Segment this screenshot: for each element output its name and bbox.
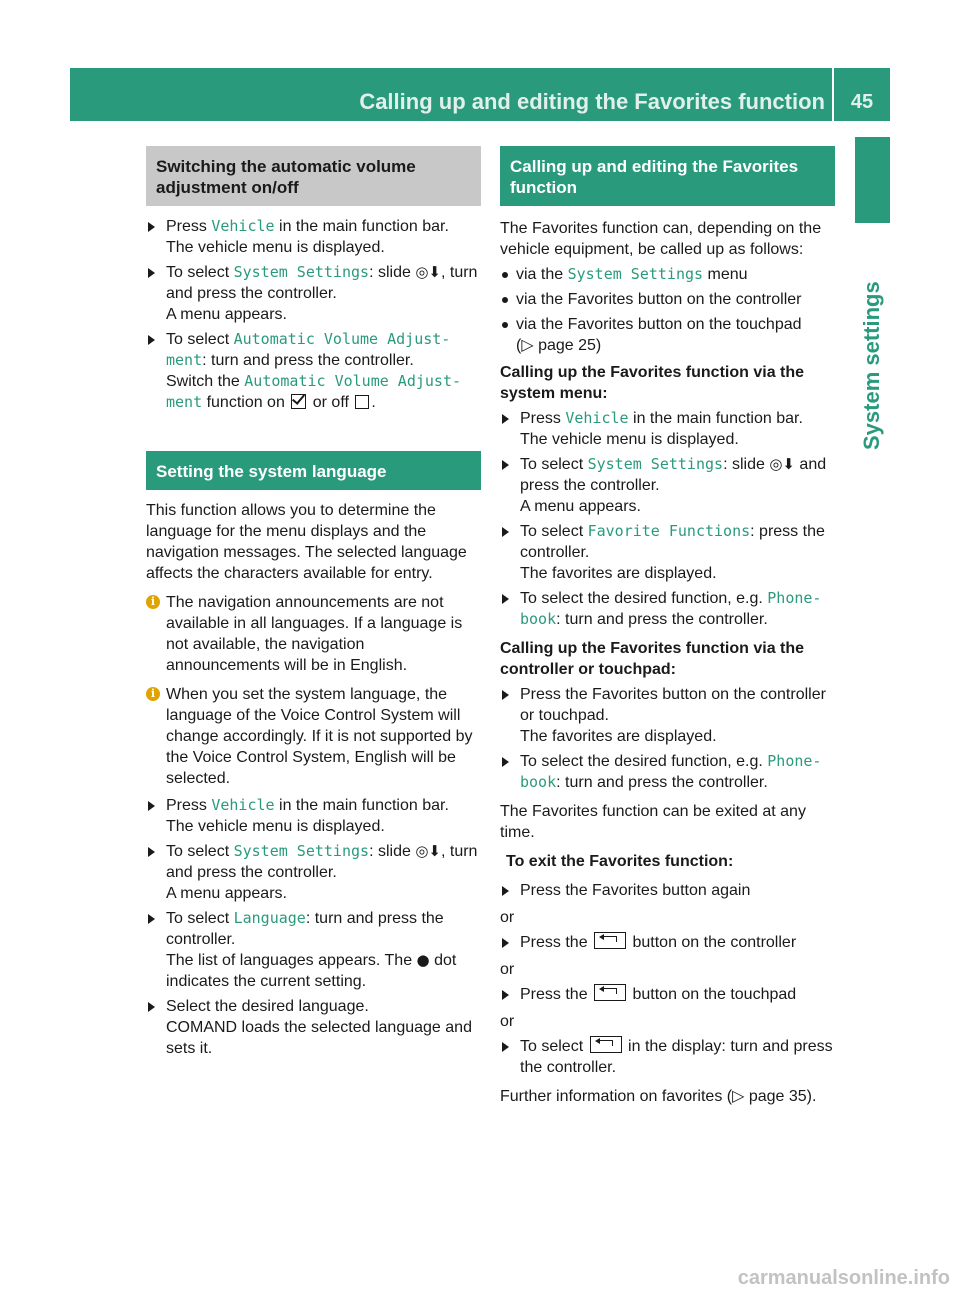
step-result: COMAND loads the selected language and sets it. (166, 1019, 472, 1057)
controller-slide-icon: ◎⬇ (415, 842, 441, 860)
left-column (146, 146, 481, 1059)
bullet-dot-icon (502, 322, 508, 328)
instruction-step (500, 408, 835, 450)
selected-dot-icon: ● (416, 951, 430, 969)
step-arrow-icon (502, 690, 509, 700)
menu-item-automatic-volume: Automatic Volume Adjust‐ment (166, 330, 451, 369)
step-arrow-icon (148, 847, 155, 857)
step-text: To select (520, 456, 588, 473)
section-intro: The Favorites function can, depending on the vehicle equipment, be called up as follows: (500, 220, 822, 258)
step-text: : turn and press the controller. (202, 352, 414, 369)
step-text: To select (166, 910, 234, 927)
step-result: The list of languages appears. The (166, 952, 417, 969)
exit-note: The Favorites function can be exited at any time. (500, 803, 806, 841)
step-text: : press the controller. (520, 523, 825, 561)
step-text: To select (166, 331, 234, 348)
instruction-step (500, 454, 835, 517)
chapter-label-text: System settings (859, 281, 884, 450)
step-result: The vehicle menu is displayed. (520, 431, 739, 448)
step-text: : turn and press the controller. (556, 774, 768, 791)
step-text: in the display: turn and press the controller. (520, 1038, 833, 1076)
instruction-step (146, 908, 481, 992)
step-text: Press the (520, 986, 593, 1003)
info-text: The navigation announcements are not available in all languages. If a language is not available, the navigation announcements will be in English. (166, 594, 463, 674)
section-heading-favorites: Calling up and editing the Favorites function (500, 146, 835, 206)
section-heading-volume: Switching the automatic volume adjustment on/off (146, 146, 481, 206)
step-arrow-icon (148, 801, 155, 811)
step-text: in the main function bar. (274, 797, 449, 814)
list-text: via the Favorites button on the touchpad (516, 316, 802, 333)
step-text: Switch the (166, 373, 245, 390)
instruction-step (500, 751, 835, 793)
subheading: Calling up the Favorites function via the controller or touchpad: (500, 640, 805, 678)
step-arrow-icon (148, 268, 155, 278)
instruction-step (500, 984, 835, 1005)
subheading: Calling up the Favorites function via the system menu: (500, 364, 805, 402)
menu-item-vehicle: Vehicle (565, 409, 629, 427)
controller-slide-icon: ◎⬇ (769, 455, 795, 473)
step-result: The favorites are displayed. (520, 565, 717, 582)
menu-item-phonebook: Phone‐book (520, 589, 822, 628)
step-text: Press the Favorites button on the controller or touchpad. (520, 686, 826, 724)
menu-item-system-settings: System Settings (233, 263, 370, 281)
menu-item-vehicle: Vehicle (211, 796, 275, 814)
step-text: , turn and press the controller. (166, 264, 478, 302)
step-arrow-icon (148, 222, 155, 232)
menu-item-automatic-volume: Automatic Volume Adjust‐ment (166, 372, 462, 411)
chapter-tab (855, 137, 890, 223)
page-header (70, 68, 890, 121)
info-note (146, 684, 481, 789)
back-button-icon (590, 1036, 622, 1053)
step-text: To select (166, 843, 234, 860)
chapter-label (837, 230, 907, 450)
step-arrow-icon (502, 594, 509, 604)
step-text: To select the desired function, e.g. (520, 753, 768, 770)
list-item (500, 264, 835, 285)
step-arrow-icon (502, 527, 509, 537)
right-column (500, 146, 835, 1107)
section-intro: This function allows you to determine the language for the menu displays and the navigation messages. The selected language affects the characters available for entry. (146, 502, 467, 582)
step-text: Press the Favorites button again (520, 882, 751, 899)
step-result: A menu appears. (166, 306, 287, 323)
step-text: button on the touchpad (628, 986, 797, 1003)
step-arrow-icon (502, 414, 509, 424)
further-info: Further information on favorites (▷ page 35). (500, 1088, 817, 1105)
step-text: or off (308, 394, 354, 411)
menu-item-phonebook: Phone‐book (520, 752, 822, 791)
step-text: Press (166, 797, 212, 814)
controller-slide-icon: ◎⬇ (415, 263, 441, 281)
subheading: To exit the Favorites function: (506, 853, 734, 870)
info-icon: i (146, 595, 160, 609)
back-button-icon (594, 984, 626, 1001)
step-arrow-icon (502, 886, 509, 896)
step-result: A menu appears. (166, 885, 287, 902)
step-text: function on (202, 394, 290, 411)
instruction-step (500, 1036, 835, 1078)
instruction-step (146, 216, 481, 258)
step-text: Press the (520, 934, 593, 951)
menu-item-system-settings: System Settings (567, 265, 704, 283)
step-text: To select the desired function, e.g. (520, 590, 768, 607)
step-text: To select (520, 523, 588, 540)
step-text: To select (520, 1038, 588, 1055)
step-arrow-icon (502, 990, 509, 1000)
step-text: . (371, 394, 376, 411)
step-text: : slide (369, 843, 416, 860)
bullet-dot-icon (502, 272, 508, 278)
or-separator: or (500, 1013, 515, 1030)
instruction-step (146, 795, 481, 837)
instruction-step (500, 880, 835, 901)
step-text: Press (166, 218, 212, 235)
step-text: To select (166, 264, 234, 281)
step-arrow-icon (502, 460, 509, 470)
or-separator: or (500, 909, 515, 926)
back-button-icon (594, 932, 626, 949)
list-text: via the Favorites button on the controller (516, 291, 802, 308)
step-arrow-icon (148, 914, 155, 924)
instruction-step (146, 262, 481, 325)
watermark-text: carmanualsonline.info (737, 1267, 950, 1289)
info-note (146, 592, 481, 676)
checkbox-checked-icon (291, 394, 306, 409)
list-text: via the (516, 266, 568, 283)
step-text: button on the controller (628, 934, 797, 951)
step-text: and press the controller. (520, 456, 827, 494)
step-text: , turn and press the controller. (166, 843, 478, 881)
instruction-step (146, 996, 481, 1059)
step-arrow-icon (148, 1002, 155, 1012)
step-result: The vehicle menu is displayed. (166, 239, 385, 256)
checkbox-unchecked-icon (355, 395, 369, 409)
bullet-dot-icon (502, 297, 508, 303)
instruction-step (146, 329, 481, 413)
step-text: in the main function bar. (274, 218, 449, 235)
page-number: 45 (850, 91, 874, 113)
menu-item-favorite-functions: Favorite Functions (587, 522, 751, 540)
step-text: : turn and press the controller. (556, 611, 768, 628)
step-result: dot indicates the current setting. (166, 952, 457, 990)
step-arrow-icon (502, 1042, 509, 1052)
step-text: : slide (723, 456, 770, 473)
list-item (500, 314, 835, 356)
step-text: Select the desired language. (166, 998, 369, 1015)
info-text: When you set the system language, the language of the Voice Control System will change accordingly. If it is not supported by the Voice Control System, English will be selected. (166, 686, 473, 787)
header-title: Calling up and editing the Favorites function (359, 89, 825, 114)
menu-item-system-settings: System Settings (233, 842, 370, 860)
step-text: : slide (369, 264, 416, 281)
step-result: A menu appears. (520, 498, 641, 515)
instruction-step (500, 684, 835, 747)
step-text: in the main function bar. (628, 410, 803, 427)
step-result: The favorites are displayed. (520, 728, 717, 745)
menu-item-vehicle: Vehicle (211, 217, 275, 235)
step-text: : turn and press the controller. (166, 910, 444, 948)
step-arrow-icon (502, 938, 509, 948)
instruction-step (146, 841, 481, 904)
info-icon: i (146, 687, 160, 701)
step-arrow-icon (148, 335, 155, 345)
step-result: The vehicle menu is displayed. (166, 818, 385, 835)
instruction-step (500, 521, 835, 584)
menu-item-system-settings: System Settings (587, 455, 724, 473)
menu-item-language: Language (233, 909, 306, 927)
instruction-step (500, 932, 835, 953)
instruction-step (500, 588, 835, 630)
section-heading-language: Setting the system language (146, 451, 481, 490)
list-text: menu (703, 266, 748, 283)
or-separator: or (500, 961, 515, 978)
list-item (500, 289, 835, 310)
page-reference: (▷ page 25) (516, 337, 602, 354)
step-text: Press (520, 410, 566, 427)
step-arrow-icon (502, 757, 509, 767)
